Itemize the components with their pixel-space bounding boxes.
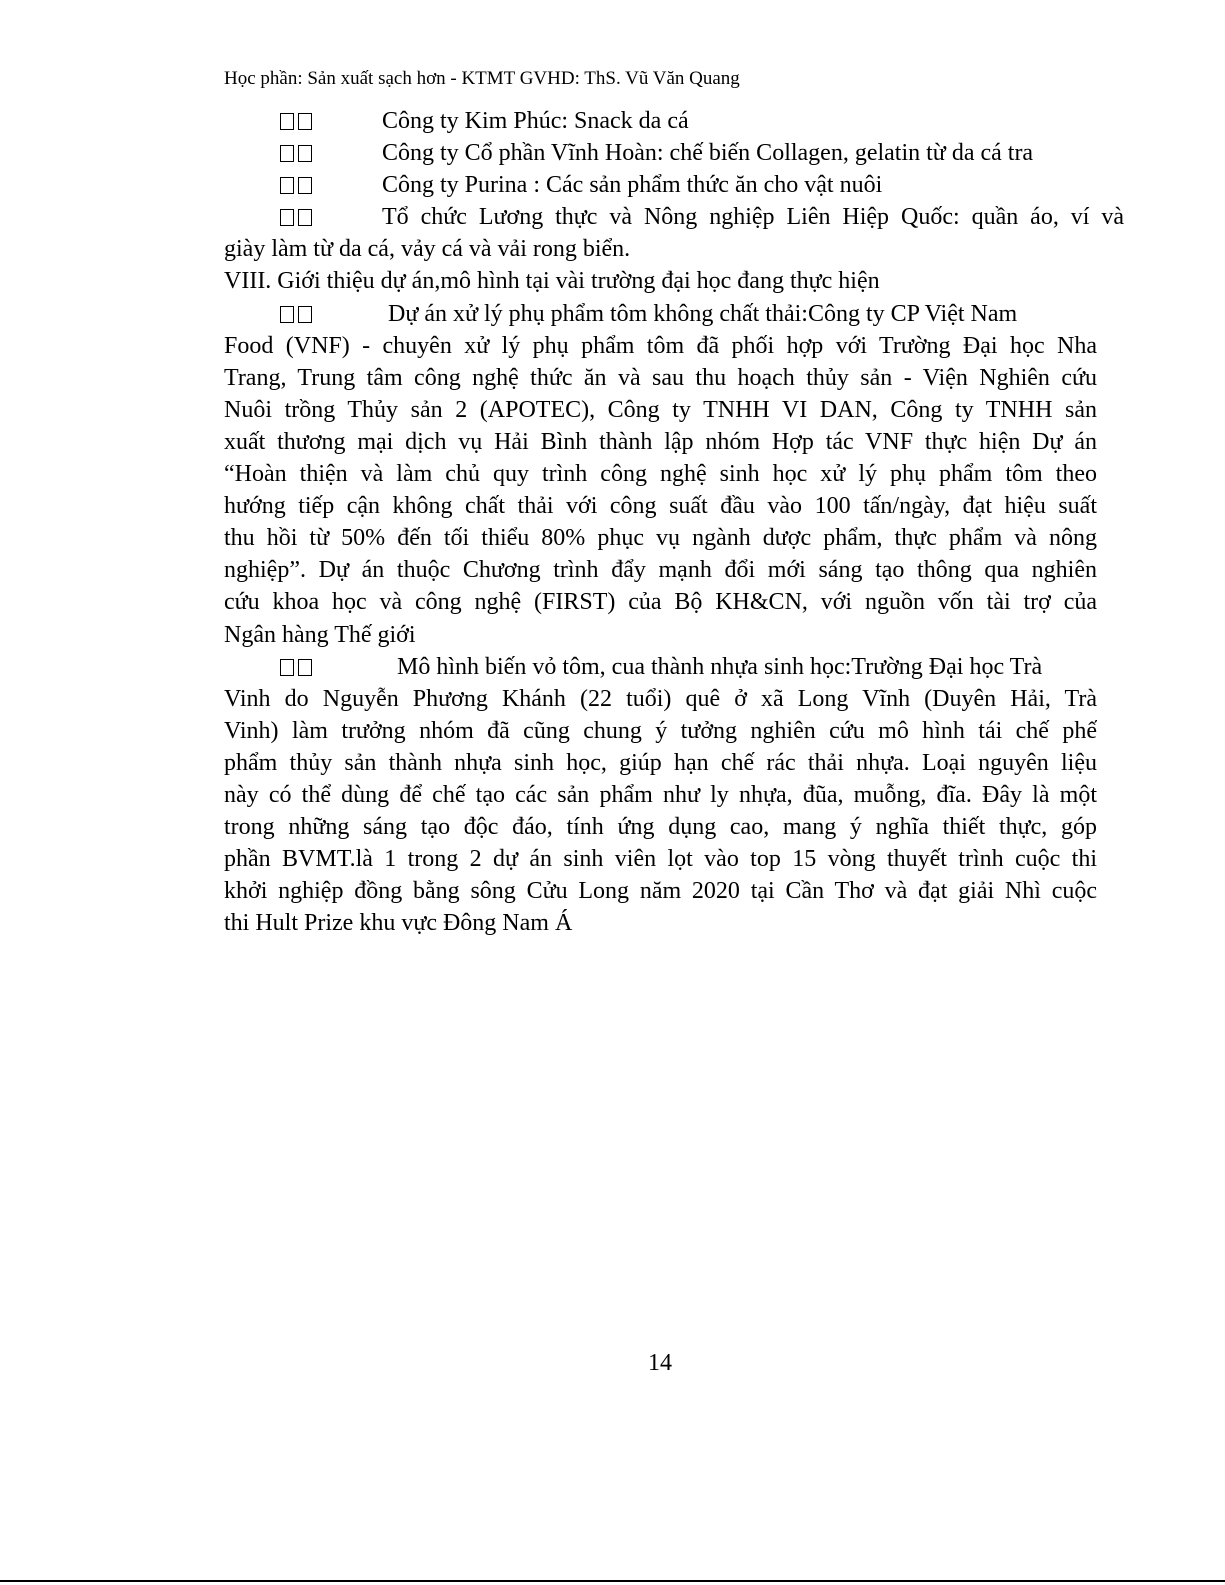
paragraph-line: Nuôi trồng Thủy sản 2 (APOTEC), Công ty TNHH VI DAN, Công ty TNHH sản [224,396,1097,423]
paragraph-line: Trang, Trung tâm công nghệ thức ăn và sau thu hoạch thủy sản - Viện Nghiên cứu [224,364,1097,391]
box-glyph-icon [280,651,316,683]
bottom-border [0,1580,1225,1582]
paragraph-line: Vinh) làm trưởng nhóm đã cũng chung ý tưởng nghiên cứu mô hình tái chế phế [224,717,1097,744]
paragraph-line: phẩm thủy sản thành nhựa sinh học, giúp hạn chế rác thải nhựa. Loại nguyên liệu [224,749,1097,776]
list-item: Tổ chức Lương thực và Nông nghiệp Liên Hiệp Quốc: quần áo, ví và [224,201,1097,233]
box-glyph-icon [280,298,316,330]
box-glyph-icon [280,169,316,201]
paragraph-line: nghiệp”. Dự án thuộc Chương trình đẩy mạnh đổi mới sáng tạo thông qua nghiên [224,557,1097,584]
box-glyph-icon [280,201,316,233]
paragraph-line: khởi nghiệp đồng bằng sông Cửu Long năm 2020 tại Cần Thơ và đạt giải Nhì cuộc [224,878,1097,905]
paragraph-line: Vinh do Nguyễn Phương Khánh (22 tuổi) quê ở xã Long Vĩnh (Duyên Hải, Trà [224,685,1097,712]
paragraph-line: thu hồi từ 50% đến tối thiểu 80% phục vụ ngành dược phẩm, thực phẩm và nông [224,525,1097,552]
paragraph-line: Food (VNF) - chuyên xử lý phụ phẩm tôm đã phối hợp với Trường Đại học Nha [224,332,1097,359]
paragraph-line: hướng tiếp cận không chất thải với công suất đầu vào 100 tấn/ngày, đạt hiệu suất [224,493,1097,520]
body-text [224,105,1124,939]
paragraph-line: trong những sáng tạo độc đáo, tính ứng dụng cao, mang ý nghĩa thiết thực, góp [224,814,1097,841]
paragraph-line: “Hoàn thiện và làm chủ quy trình công nghệ sinh học xử lý phụ phẩm tôm theo [224,461,1097,488]
list-item: Công ty Kim Phúc: Snack da cá [224,105,1097,137]
project-paragraph-first-line: Mô hình biến vỏ tôm, cua thành nhựa sinh học:Trường Đại học Trà [224,651,1097,683]
project-paragraph-first-line: Dự án xử lý phụ phẩm tôm không chất thải:Công ty CP Việt Nam [224,298,1097,330]
paragraph-line: phần BVMT.là 1 trong 2 dự án sinh viên lọt vào top 15 vòng thuyết trình cuộc thi [224,846,1097,873]
paragraph-last-line: Ngân hàng Thế giới [224,621,416,648]
box-glyph-icon [280,105,316,137]
running-header: Học phần: Sản xuất sạch hơn - KTMT GVHD: ThS. Vũ Văn Quang [224,68,740,89]
paragraph-last-line: thi Hult Prize khu vực Đông Nam Á [224,910,573,937]
box-glyph-icon [280,137,316,169]
section-heading: VIII. Giới thiệu dự án,mô hình tại vài trường đại học đang thực hiện [224,268,880,295]
page-number: 14 [648,1350,672,1376]
paragraph-line: xuất thương mại dịch vụ Hải Bình thành lập nhóm Hợp tác VNF thực hiện Dự án [224,428,1097,455]
list-item: Công ty Purina : Các sản phẩm thức ăn cho vật nuôi [224,169,1097,201]
list-item: Công ty Cổ phần Vĩnh Hoàn: chế biến Collagen, gelatin từ da cá tra [224,137,1097,169]
paragraph-line: này có thể dùng để chế tạo các sản phẩm như ly nhựa, đũa, muỗng, đĩa. Đây là một [224,781,1097,808]
list-item-continuation: giày làm từ da cá, vảy cá và vải rong biển. [224,236,631,263]
paragraph-line: cứu khoa học và công nghệ (FIRST) của Bộ KH&CN, với nguồn vốn tài trợ của [224,589,1097,616]
